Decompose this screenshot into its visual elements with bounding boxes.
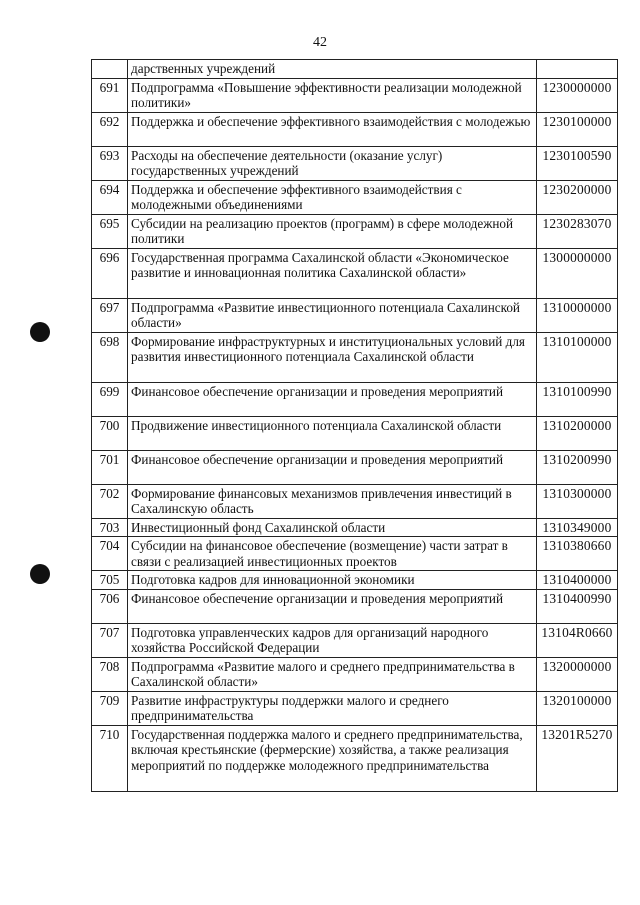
row-name: Продвижение инвестиционного потенциала Сахалинской области [128, 416, 537, 450]
table-row [92, 298, 618, 332]
row-code: 1230283070 [537, 214, 618, 248]
row-name: Подготовка управленческих кадров для организаций народного хозяйства Российской Федерации [128, 623, 537, 657]
row-number: 710 [92, 725, 128, 791]
table-row [92, 537, 618, 571]
row-name: Субсидии на финансовое обеспечение (возмещение) части затрат в связи с реализацией инвестиционных проектов [128, 537, 537, 571]
row-code: 1230100000 [537, 112, 618, 146]
table-row [92, 248, 618, 298]
row-code: 1230000000 [537, 78, 618, 112]
row-number: 701 [92, 450, 128, 484]
row-name: Подготовка кадров для инновационной экономики [128, 571, 537, 590]
row-name: Формирование финансовых механизмов привлечения инвестиций в Сахалинскую область [128, 484, 537, 518]
row-number: 703 [92, 518, 128, 537]
row-code: 1230200000 [537, 180, 618, 214]
table-row [92, 382, 618, 416]
table-row [92, 691, 618, 725]
row-code: 1230100590 [537, 146, 618, 180]
row-number: 698 [92, 332, 128, 382]
row-code: 1310349000 [537, 518, 618, 537]
table-row [92, 146, 618, 180]
row-name: Расходы на обеспечение деятельности (оказание услуг) государственных учреждений [128, 146, 537, 180]
row-number [92, 60, 128, 79]
table-row [92, 623, 618, 657]
row-number: 691 [92, 78, 128, 112]
row-name: Финансовое обеспечение организации и проведения мероприятий [128, 382, 537, 416]
row-number: 704 [92, 537, 128, 571]
row-number: 694 [92, 180, 128, 214]
row-code: 13201R5270 [537, 725, 618, 791]
row-number: 705 [92, 571, 128, 590]
punch-hole-mark [30, 564, 50, 584]
table-row [92, 78, 618, 112]
table-row [92, 332, 618, 382]
row-name: Финансовое обеспечение организации и проведения мероприятий [128, 589, 537, 623]
row-name: Государственная программа Сахалинской области «Экономическое развитие и инновационная политика Сахалинской области» [128, 248, 537, 298]
row-code: 1310400990 [537, 589, 618, 623]
row-name: Подпрограмма «Развитие инвестиционного потенциала Сахалинской области» [128, 298, 537, 332]
punch-hole-mark [30, 322, 50, 342]
row-code [537, 60, 618, 79]
table-row [92, 450, 618, 484]
row-number: 699 [92, 382, 128, 416]
row-number: 697 [92, 298, 128, 332]
row-code: 1300000000 [537, 248, 618, 298]
row-number: 706 [92, 589, 128, 623]
row-code: 1310100990 [537, 382, 618, 416]
row-number: 693 [92, 146, 128, 180]
row-code: 1310380660 [537, 537, 618, 571]
row-name: Подпрограмма «Повышение эффективности реализации молодежной политики» [128, 78, 537, 112]
row-code: 13104R0660 [537, 623, 618, 657]
row-code: 1310000000 [537, 298, 618, 332]
row-code: 1310200990 [537, 450, 618, 484]
table-row [92, 725, 618, 791]
table-row [92, 180, 618, 214]
row-name: Финансовое обеспечение организации и проведения мероприятий [128, 450, 537, 484]
row-name: дарственных учреждений [128, 60, 537, 79]
table-row [92, 416, 618, 450]
row-name: Поддержка и обеспечение эффективного взаимодействия с молодежью [128, 112, 537, 146]
row-number: 700 [92, 416, 128, 450]
row-name: Подпрограмма «Развитие малого и среднего предпринимательства в Сахалинской области» [128, 657, 537, 691]
table-row [92, 657, 618, 691]
row-number: 695 [92, 214, 128, 248]
row-code: 1320000000 [537, 657, 618, 691]
row-name: Субсидии на реализацию проектов (программ) в сфере молодежной политики [128, 214, 537, 248]
row-name: Государственная поддержка малого и среднего предпринимательства, включая крестьянские (фермерские) хозяйства, а также реализация мероприятий по поддержке молодежного предпринимательства [128, 725, 537, 791]
table-row [92, 60, 618, 79]
row-name: Инвестиционный фонд Сахалинской области [128, 518, 537, 537]
table-row [92, 112, 618, 146]
row-name: Формирование инфраструктурных и институциональных условий для развития инвестиционного потенциала Сахалинской области [128, 332, 537, 382]
table-row [92, 589, 618, 623]
row-code: 1310200000 [537, 416, 618, 450]
row-number: 692 [92, 112, 128, 146]
row-name: Развитие инфраструктуры поддержки малого и среднего предпринимательства [128, 691, 537, 725]
row-number: 708 [92, 657, 128, 691]
budget-classification-table [91, 59, 618, 792]
row-code: 1310300000 [537, 484, 618, 518]
table-row [92, 518, 618, 537]
row-number: 707 [92, 623, 128, 657]
table-row [92, 484, 618, 518]
page-number: 42 [313, 35, 327, 50]
row-number: 696 [92, 248, 128, 298]
row-number: 702 [92, 484, 128, 518]
table-row [92, 571, 618, 590]
row-name: Поддержка и обеспечение эффективного взаимодействия с молодежными объединениями [128, 180, 537, 214]
row-code: 1310400000 [537, 571, 618, 590]
row-code: 1310100000 [537, 332, 618, 382]
table-row [92, 214, 618, 248]
row-number: 709 [92, 691, 128, 725]
row-code: 1320100000 [537, 691, 618, 725]
